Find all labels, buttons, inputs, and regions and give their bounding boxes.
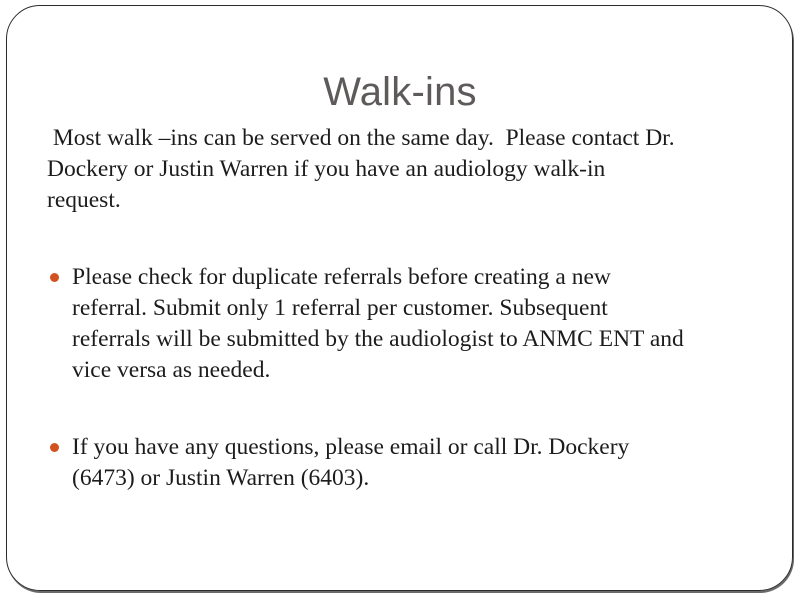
slide-title: Walk-ins	[323, 70, 477, 114]
bullet-dot-icon	[50, 443, 59, 452]
bullet-list-questions	[47, 432, 767, 494]
bullet-1-line-1: Please check for duplicate referrals before creating a new	[72, 264, 611, 290]
bullet-list-referrals	[47, 262, 767, 386]
bullet-dot-icon	[50, 273, 59, 282]
bullet-1-line-2: referral. Submit only 1 referral per customer. Subsequent	[72, 295, 608, 321]
bullet-item-duplicate-referrals	[47, 262, 767, 386]
intro-line-3: request.	[47, 187, 121, 213]
bullet-1-line-3: referrals will be submitted by the audiologist to ANMC ENT and	[72, 326, 684, 352]
intro-line-1: Most walk –ins can be served on the same day. Please contact Dr.	[47, 125, 675, 151]
bullet-2-line-2: (6473) or Justin Warren (6403).	[72, 465, 370, 491]
intro-paragraph	[47, 123, 767, 216]
bullet-1-line-4: vice versa as needed.	[72, 357, 271, 383]
intro-line-2: Dockery or Justin Warren if you have an audiology walk-in	[47, 156, 606, 182]
bullet-2-line-1: If you have any questions, please email or call Dr. Dockery	[72, 434, 630, 460]
bullet-item-questions-contact	[47, 432, 767, 494]
